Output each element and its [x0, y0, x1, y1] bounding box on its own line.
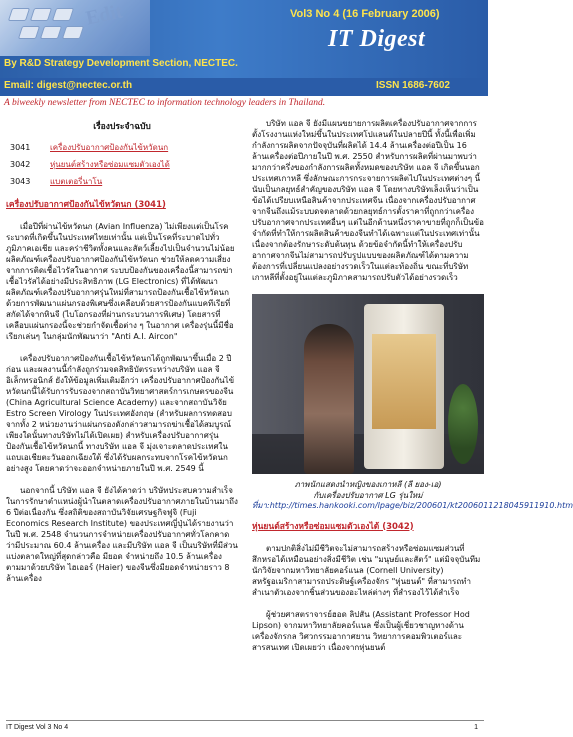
key-icon: [52, 8, 74, 21]
caption-line: ภาพนักแสดงนำหญิงของเกาหลี (ลี ยอง-เอ): [294, 480, 442, 489]
article-heading: เครื่องปรับอากาศป้องกันไข้หวัดนก (3041): [6, 200, 166, 210]
key-icon: [30, 8, 52, 21]
footer-publication: IT Digest Vol 3 No 4: [6, 724, 69, 731]
article-paragraph: บริษัท แอล จี ยังมีแผนขยายการผลิตเครื่องปรับอากาศจากการตั้งโรงงานแห่งใหม่ขึ้นในประเทศโปแลนด์ในปลายปีนี้ ทั้งนี้เพื่อเพิ่มกำลังการผลิตจากปัจจุบันที่ผลิตได้ 14.4 ล้านเครื่องต่อปีเป็น 16 ล้านเครื่องต่อปีภายในปี พ.ศ. 2550 สำหรับการผลิตที่ผ่านมาพบว่า มากกว่าครึ่งของกำลังการผลิตทั้งหมดของบริษัท แอล จี เกิดขึ้นนอกประเทศเกาหลี ซึ่งลักษณะการกระจายการผลิตไปในประเทศต่างๆ นี้นับเป็นกลยุทธ์สำคัญของบริษัท แอล จี โดยทางบริษัทเล็งเห็นว่าเป็นข้อได้เปรียบเหนือสินค้าจากประเทศจีน เนื่องจากเครื่องปรับอากาศจากจีนถึงแม้ระบบดจตลาดด้วยกลยุทธ์การตั้งราคาที่ถูกกว่าเครื่องปรับอากาศจากประเทศอื่นๆ แต่ในอีกด้านหนึ่งราคาขายที่ถูกก็เป็นข้อจำกัดที่ทำให้การผลิตสินค้าของจีนทำได้เฉพาะแต่ในประเทศเท่านั้น เนื่องจากต้องรักษาระดับต้นทุน ด้วยข้อจำกัดนี้ทำให้เครื่องปรับอากาศจากจีนไม่สามารถปรับรูปแบบของผลิตภัณฑ์ได้ตามความต้องการที่เปลี่ยนแปลงอย่างรวดเร็วในแต่ละท้องถิ่น ขณะที่บริษัทเกาหลีที่ตั้งอยู่ในแต่ละภูมิภาคสามารถปรับตัวได้อย่างรวดเร็ว: [252, 119, 484, 282]
toc-title: เรื่องประจำฉบับ: [93, 122, 151, 132]
tagline: A biweekly newsletter from NECTEC to information technology leaders in Thailand.: [4, 98, 326, 108]
article-paragraph: เครื่องปรับอากาศป้องกันเชื้อไข้หวัดนกได้ถูกพัฒนาขึ้นเมื่อ 2 ปีก่อน และผลงานนี้กำลังถูกร่วมจดสิทธิบัตรระหว่างบริษัท แอล จี อิเล็กทรอนิกส์ ยังให้ข้อมูลเพิ่มเติมอีกว่า เครื่องปรับอากาศป้องกันไข้หวัดนกนี้ได้รับการรับรองจากสถาบันวิทยาศาสตร์การเกษตรของจีน (China Agricultural Science Academy) และจากสถาบันวิจัย Estro Screen Virology ในประเทศอังกฤษ (สำหรับผลการทดสอบจากทั้ง 2 หน่วยงานว่าแผ่นกรองดังกล่าวสามารถฆ่าเชื้อได้สมบูรณ์เพียงใดนั้นทางบริษัทไม่ได้เปิดเผย) สำหรับเครื่องปรับอากาศรุ่นป้องกันเชื้อไข้หวัดนกนี้ ทางบริษัท แอล จี มุ่งเจาะตลาดประเทศในแถบเอเชียตะวันออกเฉียงใต้ ซึ่งได้รับผลกระทบจากโรคไข้หวัดนกอย่างสูง โดยคาดว่าจะออกจำหน่ายภายในปี พ.ศ. 2549 นี้: [6, 354, 235, 473]
key-icon: [8, 8, 30, 21]
toc-item-number: 3043: [10, 177, 31, 186]
email-address: Email: digest@nectec.or.th: [4, 80, 133, 91]
air-conditioner-panel: [372, 334, 436, 429]
article-paragraph: เมื่อปีที่ผ่านไข้หวัดนก (Avian Influenza) ไม่เพียงแต่เป็นโรคระบาดที่เกิดขึ้นในประเทศไทยเท่านั้น แต่เป็นโรคที่ระบาดไปทั่วภูมิภาคเอเชีย และคร่าชีวิตทั้งคนและสัตว์เลี้ยงไปเป็นจำนวนไม่น้อย ผลิตภัณฑ์เครื่องปรับอากาศป้องกันไข้หวัดนก ช่วยให้ลดความเสี่ยงจากการติดเชื้อไวรัสในอากาศ ระบบป้องกันของเครื่องนี้สามารถฆ่าเชื้อไวรัสได้อย่างมีประสิทธิภาพ (LG Electronics) ที่ได้พัฒนาผลิตภัณฑ์เครื่องปรับอากาศรุ่นใหม่ที่สามารถป้องกันเชื้อไข้หวัดนกด้วยการพัฒนาแผ่นกรองพิเศษซึ่งเคลือบด้วยสารป้องกันแบคทีเรียที่สกัดได้จากหินจี (ไบโอกรองที่ผ่านกระบวนการพิเศษ) โดยสารที่เคลือบแผ่นกรองนี้จะช่วยกำจัดเชื้อต่าง ๆ ในอากาศ เครื่องรุ่นนี้มีชื่อเรียกเล่นๆ ในกลุ่มนักพัฒนาว่า "Anti A.I. Aircon": [6, 222, 235, 341]
page-number: 1: [474, 724, 478, 731]
toc-item[interactable]: [6, 173, 238, 190]
toc-item[interactable]: [6, 139, 238, 156]
caption-source-link[interactable]: ที่มา:http://times.hankooki.com/lpage/biz/200601/kt2006011218045911910.htm: [252, 501, 573, 510]
toc-item-number: 3041: [10, 143, 31, 152]
key-icon: [40, 26, 62, 39]
footer-divider: [6, 720, 484, 721]
article-photo: [252, 294, 484, 474]
issn-number: ISSN 1686-7602: [376, 80, 450, 91]
organization-line: By R&D Strategy Development Section, NECTEC.: [4, 58, 238, 69]
left-column: [6, 118, 238, 595]
masthead-keyboard-image: [0, 0, 150, 56]
article-heading: หุ่นยนต์สร้างหรือซ่อมแซมตัวเองได้ (3042): [252, 521, 414, 532]
article-paragraph: นอกจากนี้ บริษัท แอล จี ยังได้คาดว่า บริษัทประสบความสำเร็จในการรักษาตำแหน่งผู้นำในตลาดเครื่องปรับอากาศภายในบ้านมาถึง 6 ปีต่อเนื่องกัน ซึ่งสถิติของสถาบันวิจัยเศรษฐกิจฟูจิ (Fuji Economics Research Institute) ของประเทศญี่ปุ่นได้รายงานว่า ในปี พ.ศ. 2548 จำนวนการจำหน่ายเครื่องปรับอากาศทั่วโลกคาดว่ามีประมาณ 60.4 ล้านเครื่อง และมีบริษัท แอล จี เป็นบริษัทที่มีส่วนแบ่งตลาดใหญ่ที่สุดกล่าวคือ มียอด จำหน่ายถึง 10.5 ล้านเครื่อง ตามมาด้วยบริษัท ไฮเออร์ (Haier) ของจีนซึ่งมียอดจำหน่ายราว 8 ล้านเครื่อง: [6, 486, 238, 583]
key-icon: [62, 26, 84, 39]
masthead-logo-word: Edit: [84, 0, 125, 30]
masthead: [0, 0, 488, 78]
caption-line: กับเครื่องปรับอากาศ LG รุ่นใหม่: [313, 490, 423, 500]
issue-info: Vol3 No 4 (16 February 2006): [290, 8, 440, 20]
toc-item-link[interactable]: หุ่นยนต์สร้างหรือซ่อมแซมตัวเองได้: [50, 160, 170, 169]
article-paragraph: ตามปกติสิ่งไม่มีชีวิตจะไม่สามารถสร้างหรือซ่อมแซมส่วนที่สึกหรอได้เหมือนอย่างสิ่งมีชีวิต เช่น "มนุษย์และสัตว์" แต่มิจจุบันทีมนักวิจัยจากมหาวิทยาลัยคอร์แนล (Cornell University) สหรัฐอเมริกาสามารถประดิษฐ์เครื่องจักร "หุ่นยนต์" ที่สามารถทำสำเนาตัวเองจากชิ้นส่วนของอะไหล่ต่างๆ ที่สำรองไว้ได้สำเร็จ: [252, 543, 481, 597]
person-shape: [304, 324, 354, 474]
photo-caption: [252, 480, 573, 512]
right-column: [252, 118, 573, 664]
plant-shape: [448, 384, 478, 464]
key-icon: [18, 26, 40, 39]
toc-item-link[interactable]: แบตเตอรี่นาโน: [50, 177, 103, 186]
toc-item-link[interactable]: เครื่องปรับอากาศป้องกันไข้หวัดนก: [50, 143, 169, 152]
article-paragraph: ผู้ช่วยศาสตราจารย์ฮอด ลิปสัน (Assistant Professor Hod Lipson) จากมหาวิทยาลัยคอร์แนล ซึ่งเป็นผู้เชี่ยวชาญทางด้านเครื่องจักรกล วิศวกรรมอากาศยาน วิทยาการคอมพิวเตอร์และสารสนเทศ เปิดเผยว่า เนื่องจากหุ่นยนต์: [252, 609, 470, 652]
newsletter-title: IT Digest: [328, 26, 426, 52]
toc-item-number: 3042: [10, 160, 31, 169]
toc-item[interactable]: [6, 156, 238, 173]
